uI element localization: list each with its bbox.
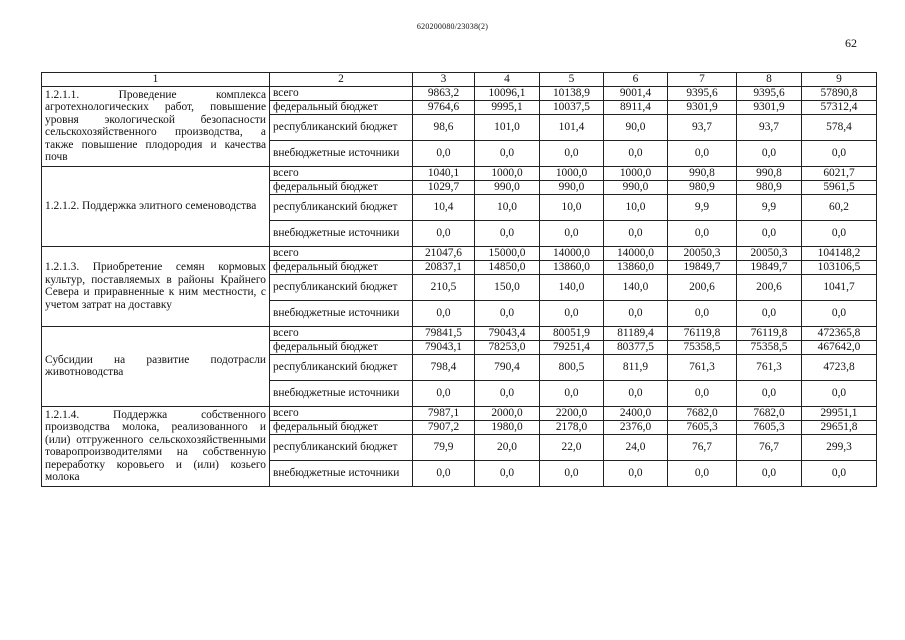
amount-cell: 57312,4	[802, 100, 877, 114]
amount-cell: 2376,0	[604, 420, 668, 434]
amount-cell: 19849,7	[737, 260, 802, 274]
amount-cell: 0,0	[413, 140, 475, 166]
amount-cell: 19849,7	[668, 260, 737, 274]
column-header: 9	[802, 73, 877, 87]
amount-cell: 20050,3	[668, 246, 737, 260]
amount-cell: 0,0	[802, 140, 877, 166]
amount-cell: 104148,2	[802, 246, 877, 260]
amount-cell: 0,0	[604, 300, 668, 326]
column-header: 6	[604, 73, 668, 87]
amount-cell: 2400,0	[604, 406, 668, 420]
amount-cell: 60,2	[802, 194, 877, 220]
amount-cell: 0,0	[737, 380, 802, 406]
amount-cell: 0,0	[413, 460, 475, 486]
amount-cell: 0,0	[475, 380, 540, 406]
measure-name-cell: 1.2.1.3. Приобретение семян кормовых культур, поставляемых в районы Крайнего Севера и приравненные к ним местности, с учетом затрат на доставку	[42, 246, 270, 326]
funding-source-cell: всего	[270, 326, 413, 340]
amount-cell: 10096,1	[475, 86, 540, 100]
amount-cell: 2200,0	[540, 406, 604, 420]
table-row	[42, 406, 877, 420]
funding-source-cell: всего	[270, 86, 413, 100]
amount-cell: 990,0	[475, 180, 540, 194]
amount-cell: 140,0	[604, 274, 668, 300]
amount-cell: 0,0	[802, 300, 877, 326]
amount-cell: 29951,1	[802, 406, 877, 420]
amount-cell: 81189,4	[604, 326, 668, 340]
amount-cell: 10138,9	[540, 86, 604, 100]
funding-source-cell: федеральный бюджет	[270, 340, 413, 354]
amount-cell: 7605,3	[737, 420, 802, 434]
amount-cell: 1000,0	[604, 166, 668, 180]
table-row	[42, 246, 877, 260]
amount-cell: 80377,5	[604, 340, 668, 354]
amount-cell: 210,5	[413, 274, 475, 300]
amount-cell: 2000,0	[475, 406, 540, 420]
amount-cell: 76,7	[737, 434, 802, 460]
amount-cell: 10,0	[540, 194, 604, 220]
amount-cell: 79,9	[413, 434, 475, 460]
document-code: 620200080/23038(2)	[416, 22, 489, 31]
amount-cell: 299,3	[802, 434, 877, 460]
amount-cell: 57890,8	[802, 86, 877, 100]
amount-cell: 79841,5	[413, 326, 475, 340]
amount-cell: 0,0	[802, 380, 877, 406]
amount-cell: 0,0	[540, 460, 604, 486]
amount-cell: 0,0	[737, 220, 802, 246]
amount-cell: 75358,5	[668, 340, 737, 354]
amount-cell: 990,0	[540, 180, 604, 194]
amount-cell: 0,0	[475, 460, 540, 486]
amount-cell: 800,5	[540, 354, 604, 380]
amount-cell: 29651,8	[802, 420, 877, 434]
funding-source-cell: всего	[270, 166, 413, 180]
amount-cell: 0,0	[413, 300, 475, 326]
measure-name-cell: Субсидии на развитие подотрасли животноводства	[42, 326, 270, 406]
amount-cell: 990,8	[668, 166, 737, 180]
column-header: 4	[475, 73, 540, 87]
amount-cell: 7682,0	[737, 406, 802, 420]
amount-cell: 0,0	[737, 300, 802, 326]
amount-cell: 103106,5	[802, 260, 877, 274]
funding-source-cell: всего	[270, 406, 413, 420]
amount-cell: 1040,1	[413, 166, 475, 180]
amount-cell: 9764,6	[413, 100, 475, 114]
funding-source-cell: федеральный бюджет	[270, 100, 413, 114]
amount-cell: 1000,0	[540, 166, 604, 180]
column-header: 3	[413, 73, 475, 87]
amount-cell: 9,9	[668, 194, 737, 220]
amount-cell: 13860,0	[540, 260, 604, 274]
table-body	[42, 86, 877, 486]
amount-cell: 24,0	[604, 434, 668, 460]
amount-cell: 0,0	[475, 300, 540, 326]
amount-cell: 0,0	[737, 140, 802, 166]
funding-source-cell: республиканский бюджет	[270, 274, 413, 300]
amount-cell: 76,7	[668, 434, 737, 460]
amount-cell: 9001,4	[604, 86, 668, 100]
funding-source-cell: федеральный бюджет	[270, 420, 413, 434]
funding-source-cell: федеральный бюджет	[270, 260, 413, 274]
measure-name-cell: 1.2.1.1. Проведение комплекса агротехнологических работ, повышение уровня экологической безопасности сельскохозяйственного производства, а также повышение плодородия и качества почв	[42, 86, 270, 166]
amount-cell: 79043,1	[413, 340, 475, 354]
amount-cell: 76119,8	[668, 326, 737, 340]
amount-cell: 8911,4	[604, 100, 668, 114]
amount-cell: 0,0	[413, 380, 475, 406]
amount-cell: 1980,0	[475, 420, 540, 434]
amount-cell: 0,0	[802, 460, 877, 486]
amount-cell: 76119,8	[737, 326, 802, 340]
amount-cell: 990,8	[737, 166, 802, 180]
funding-source-cell: республиканский бюджет	[270, 194, 413, 220]
amount-cell: 79043,4	[475, 326, 540, 340]
amount-cell: 9863,2	[413, 86, 475, 100]
amount-cell: 14000,0	[540, 246, 604, 260]
column-header: 1	[42, 73, 270, 87]
amount-cell: 0,0	[802, 220, 877, 246]
amount-cell: 0,0	[668, 380, 737, 406]
table-row	[42, 326, 877, 340]
amount-cell: 0,0	[737, 460, 802, 486]
amount-cell: 7682,0	[668, 406, 737, 420]
column-header: 5	[540, 73, 604, 87]
amount-cell: 101,4	[540, 114, 604, 140]
page-number: 62	[845, 36, 857, 50]
amount-cell: 4723,8	[802, 354, 877, 380]
amount-cell: 93,7	[668, 114, 737, 140]
amount-cell: 980,9	[668, 180, 737, 194]
amount-cell: 0,0	[604, 220, 668, 246]
amount-cell: 0,0	[604, 460, 668, 486]
amount-cell: 798,4	[413, 354, 475, 380]
amount-cell: 9301,9	[668, 100, 737, 114]
table-row	[42, 86, 877, 100]
amount-cell: 14850,0	[475, 260, 540, 274]
amount-cell: 9395,6	[737, 86, 802, 100]
amount-cell: 6021,7	[802, 166, 877, 180]
amount-cell: 7605,3	[668, 420, 737, 434]
funding-source-cell: внебюджетные источники	[270, 380, 413, 406]
funding-source-cell: республиканский бюджет	[270, 114, 413, 140]
column-header: 7	[668, 73, 737, 87]
amount-cell: 761,3	[668, 354, 737, 380]
amount-cell: 990,0	[604, 180, 668, 194]
amount-cell: 0,0	[540, 380, 604, 406]
measure-name-cell: 1.2.1.2. Поддержка элитного семеноводства	[42, 166, 270, 246]
amount-cell: 9,9	[737, 194, 802, 220]
amount-cell: 15000,0	[475, 246, 540, 260]
amount-cell: 0,0	[540, 300, 604, 326]
amount-cell: 0,0	[540, 140, 604, 166]
amount-cell: 0,0	[604, 380, 668, 406]
amount-cell: 5961,5	[802, 180, 877, 194]
funding-source-cell: республиканский бюджет	[270, 354, 413, 380]
table-row	[42, 166, 877, 180]
funding-source-cell: всего	[270, 246, 413, 260]
amount-cell: 10,0	[604, 194, 668, 220]
amount-cell: 13860,0	[604, 260, 668, 274]
amount-cell: 20,0	[475, 434, 540, 460]
column-number-row	[42, 73, 877, 87]
amount-cell: 1029,7	[413, 180, 475, 194]
column-header: 8	[737, 73, 802, 87]
amount-cell: 14000,0	[604, 246, 668, 260]
amount-cell: 0,0	[668, 300, 737, 326]
amount-cell: 0,0	[668, 140, 737, 166]
amount-cell: 78253,0	[475, 340, 540, 354]
amount-cell: 0,0	[668, 460, 737, 486]
budget-table	[41, 72, 877, 487]
amount-cell: 1041,7	[802, 274, 877, 300]
column-header: 2	[270, 73, 413, 87]
amount-cell: 0,0	[475, 220, 540, 246]
amount-cell: 140,0	[540, 274, 604, 300]
funding-source-cell: внебюджетные источники	[270, 220, 413, 246]
amount-cell: 9395,6	[668, 86, 737, 100]
amount-cell: 980,9	[737, 180, 802, 194]
amount-cell: 90,0	[604, 114, 668, 140]
amount-cell: 10,0	[475, 194, 540, 220]
amount-cell: 22,0	[540, 434, 604, 460]
amount-cell: 811,9	[604, 354, 668, 380]
measure-name-cell: 1.2.1.4. Поддержка собственного производства молока, реализованного и (или) отгруженного сельскохозяйственными товаропроизводителями на собственную переработку коровьего и (или) козьего молока	[42, 406, 270, 486]
amount-cell: 10,4	[413, 194, 475, 220]
amount-cell: 9301,9	[737, 100, 802, 114]
amount-cell: 578,4	[802, 114, 877, 140]
amount-cell: 101,0	[475, 114, 540, 140]
amount-cell: 150,0	[475, 274, 540, 300]
amount-cell: 0,0	[604, 140, 668, 166]
amount-cell: 472365,8	[802, 326, 877, 340]
amount-cell: 2178,0	[540, 420, 604, 434]
amount-cell: 79251,4	[540, 340, 604, 354]
funding-source-cell: внебюджетные источники	[270, 300, 413, 326]
amount-cell: 7907,2	[413, 420, 475, 434]
amount-cell: 21047,6	[413, 246, 475, 260]
amount-cell: 20837,1	[413, 260, 475, 274]
amount-cell: 98,6	[413, 114, 475, 140]
funding-source-cell: республиканский бюджет	[270, 434, 413, 460]
amount-cell: 467642,0	[802, 340, 877, 354]
amount-cell: 0,0	[540, 220, 604, 246]
funding-source-cell: внебюджетные источники	[270, 460, 413, 486]
amount-cell: 0,0	[668, 220, 737, 246]
amount-cell: 9995,1	[475, 100, 540, 114]
amount-cell: 75358,5	[737, 340, 802, 354]
amount-cell: 20050,3	[737, 246, 802, 260]
amount-cell: 200,6	[668, 274, 737, 300]
amount-cell: 7987,1	[413, 406, 475, 420]
funding-source-cell: внебюджетные источники	[270, 140, 413, 166]
amount-cell: 761,3	[737, 354, 802, 380]
amount-cell: 200,6	[737, 274, 802, 300]
amount-cell: 93,7	[737, 114, 802, 140]
amount-cell: 1000,0	[475, 166, 540, 180]
funding-source-cell: федеральный бюджет	[270, 180, 413, 194]
amount-cell: 0,0	[413, 220, 475, 246]
amount-cell: 80051,9	[540, 326, 604, 340]
amount-cell: 0,0	[475, 140, 540, 166]
amount-cell: 10037,5	[540, 100, 604, 114]
amount-cell: 790,4	[475, 354, 540, 380]
